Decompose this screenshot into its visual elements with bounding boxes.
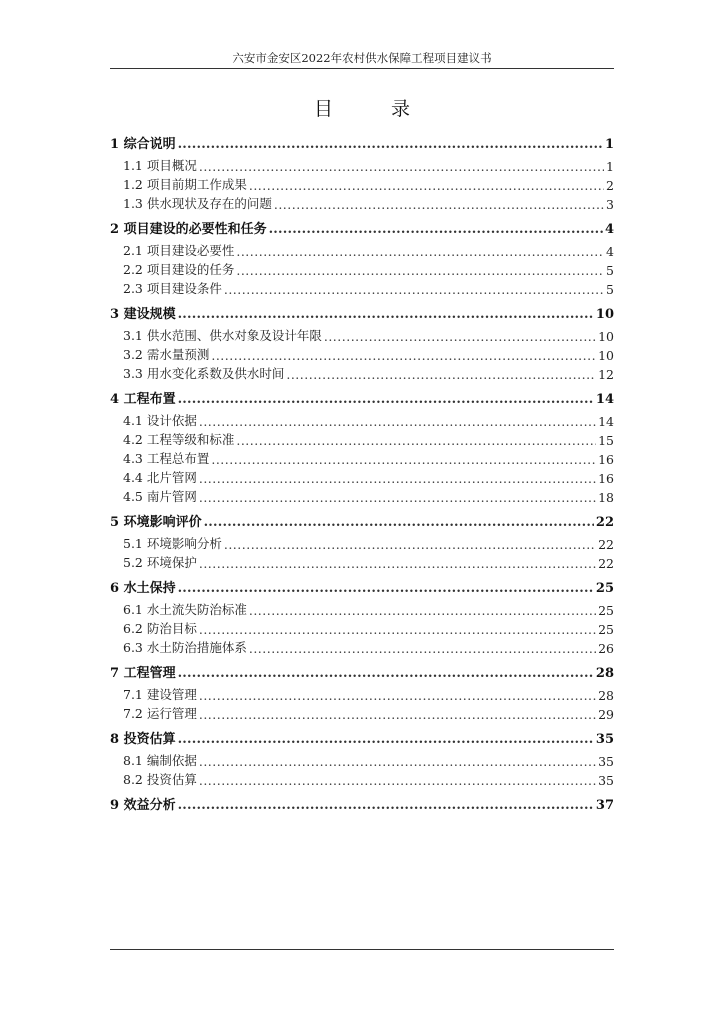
dot-leader: [224, 537, 596, 552]
toc-entry-page-number: 25: [598, 622, 614, 637]
toc-entry-label: 4.2 工程等级和标准: [123, 432, 235, 447]
footer-rule: [110, 949, 614, 950]
toc-entry-page-number: 25: [595, 581, 614, 596]
toc-entry-label: 2.2 项目建设的任务: [123, 262, 235, 277]
dot-leader: [211, 348, 596, 363]
toc-entry-page-number: 16: [598, 471, 614, 486]
toc-entry-label: 3.1 供水范围、供水对象及设计年限: [123, 328, 322, 343]
dot-leader: [178, 666, 594, 681]
dot-leader: [199, 414, 596, 429]
toc-section-entry[interactable]: [110, 344, 614, 363]
toc-section-entry[interactable]: [110, 410, 614, 429]
dot-leader: [178, 392, 594, 407]
toc-entry-page-number: 26: [598, 641, 614, 656]
page-title: 目 录: [313, 98, 437, 120]
toc-section-entry[interactable]: [110, 429, 614, 448]
toc-entry-page-number: 2: [606, 178, 614, 193]
dot-leader: [211, 452, 596, 467]
toc-entry-label: 5.1 环境影响分析: [123, 536, 222, 551]
dot-leader: [249, 603, 596, 618]
toc-entry-label: 3.2 需水量预测: [123, 347, 210, 362]
toc-entry-page-number: 3: [606, 197, 614, 212]
toc-chapter-entry[interactable]: [110, 389, 614, 407]
dot-leader: [236, 263, 604, 278]
toc-section-entry[interactable]: [110, 637, 614, 656]
toc-entry-label: 4.1 设计依据: [123, 413, 197, 428]
dot-leader: [178, 137, 603, 152]
toc-entry-page-number: 28: [598, 688, 614, 703]
toc-section-entry[interactable]: [110, 155, 614, 174]
toc-entry-label: 1.1 项目概况: [123, 158, 197, 173]
toc-entry-label: 1.2 项目前期工作成果: [123, 177, 247, 192]
toc-chapter-entry[interactable]: [110, 729, 614, 747]
dot-leader: [274, 197, 604, 212]
toc-entry-label: 2.1 项目建设必要性: [123, 243, 235, 258]
dot-leader: [199, 773, 596, 788]
toc-entry-page-number: 35: [598, 773, 614, 788]
toc-entry-page-number: 5: [606, 282, 614, 297]
toc-entry-label: 5 环境影响评价: [110, 515, 202, 530]
dot-leader: [199, 688, 596, 703]
toc-entry-label: 7 工程管理: [110, 666, 176, 681]
dot-leader: [204, 515, 594, 530]
toc-entry-label: 4.5 南片管网: [123, 489, 197, 504]
toc-entry-page-number: 37: [595, 798, 614, 813]
toc-section-entry[interactable]: [110, 618, 614, 637]
toc-entry-page-number: 22: [598, 537, 614, 552]
dot-leader: [199, 159, 604, 174]
toc-entry-label: 9 效益分析: [110, 798, 176, 813]
toc-section-entry[interactable]: [110, 193, 614, 212]
dot-leader: [199, 490, 596, 505]
dot-leader: [249, 178, 604, 193]
dot-leader: [324, 329, 596, 344]
toc-entry-page-number: 5: [606, 263, 614, 278]
toc-section-entry[interactable]: [110, 684, 614, 703]
toc-entry-label: 6.2 防治目标: [123, 621, 197, 636]
toc-entry-label: 2.3 项目建设条件: [123, 281, 222, 296]
toc-entry-page-number: 1: [604, 137, 614, 152]
toc-section-entry[interactable]: [110, 486, 614, 505]
toc-section-entry[interactable]: [110, 448, 614, 467]
toc-entry-label: 3.3 用水变化系数及供水时间: [123, 366, 285, 381]
toc-entry-page-number: 1: [606, 159, 614, 174]
dot-leader: [178, 798, 594, 813]
toc-entry-page-number: 4: [606, 244, 614, 259]
toc-chapter-entry[interactable]: [110, 795, 614, 813]
toc-entry-page-number: 16: [598, 452, 614, 467]
dot-leader: [178, 581, 594, 596]
toc-entry-label: 6.1 水土流失防治标准: [123, 602, 247, 617]
toc-entry-page-number: 10: [598, 329, 614, 344]
toc-section-entry[interactable]: [110, 533, 614, 552]
toc-section-entry[interactable]: [110, 467, 614, 486]
toc-chapter-entry[interactable]: [110, 134, 614, 152]
toc-section-entry[interactable]: [110, 769, 614, 788]
toc-entry-page-number: 10: [598, 348, 614, 363]
toc-section-entry[interactable]: [110, 750, 614, 769]
toc-section-entry[interactable]: [110, 552, 614, 571]
dot-leader: [249, 641, 596, 656]
toc-section-entry[interactable]: [110, 599, 614, 618]
toc-entry-page-number: 14: [598, 414, 614, 429]
toc-section-entry[interactable]: [110, 703, 614, 722]
dot-leader: [286, 367, 596, 382]
table-of-contents: [110, 134, 614, 816]
toc-entry-label: 8.1 编制依据: [123, 753, 197, 768]
toc-entry-label: 4 工程布置: [110, 392, 176, 407]
toc-entry-label: 6.3 水土防治措施体系: [123, 640, 247, 655]
dot-leader: [199, 754, 596, 769]
toc-entry-page-number: 18: [598, 490, 614, 505]
dot-leader: [269, 222, 603, 237]
toc-entry-label: 4.4 北片管网: [123, 470, 197, 485]
toc-entry-page-number: 22: [595, 515, 614, 530]
toc-entry-label: 1.3 供水现状及存在的问题: [123, 196, 272, 211]
dot-leader: [236, 244, 604, 259]
toc-section-entry[interactable]: [110, 278, 614, 297]
dot-leader: [236, 433, 596, 448]
toc-entry-page-number: 10: [595, 307, 614, 322]
header-rule: [110, 68, 614, 69]
toc-entry-label: 7.1 建设管理: [123, 687, 197, 702]
toc-entry-label: 6 水土保持: [110, 581, 176, 596]
toc-entry-label: 8.2 投资估算: [123, 772, 197, 787]
toc-entry-page-number: 4: [604, 222, 614, 237]
running-header: 六安市金安区2022年农村供水保障工程项目建议书: [232, 51, 492, 65]
toc-entry-label: 5.2 环境保护: [123, 555, 197, 570]
dot-leader: [199, 622, 596, 637]
toc-section-entry[interactable]: [110, 325, 614, 344]
toc-entry-label: 4.3 工程总布置: [123, 451, 210, 466]
dot-leader: [224, 282, 604, 297]
toc-section-entry[interactable]: [110, 363, 614, 382]
toc-section-entry[interactable]: [110, 240, 614, 259]
toc-entry-page-number: 12: [598, 367, 614, 382]
toc-chapter-entry[interactable]: [110, 578, 614, 596]
toc-entry-page-number: 35: [595, 732, 614, 747]
toc-chapter-entry[interactable]: [110, 304, 614, 322]
toc-entry-label: 2 项目建设的必要性和任务: [110, 222, 267, 237]
toc-entry-label: 1 综合说明: [110, 137, 176, 152]
toc-section-entry[interactable]: [110, 259, 614, 278]
toc-entry-page-number: 22: [598, 556, 614, 571]
toc-entry-page-number: 35: [598, 754, 614, 769]
dot-leader: [199, 556, 596, 571]
toc-entry-label: 7.2 运行管理: [123, 706, 197, 721]
dot-leader: [178, 732, 594, 747]
toc-entry-page-number: 25: [598, 603, 614, 618]
toc-chapter-entry[interactable]: [110, 512, 614, 530]
toc-chapter-entry[interactable]: [110, 663, 614, 681]
dot-leader: [178, 307, 594, 322]
dot-leader: [199, 707, 596, 722]
toc-entry-label: 3 建设规模: [110, 307, 176, 322]
toc-entry-page-number: 29: [598, 707, 614, 722]
toc-section-entry[interactable]: [110, 174, 614, 193]
toc-chapter-entry[interactable]: [110, 219, 614, 237]
dot-leader: [199, 471, 596, 486]
toc-entry-label: 8 投资估算: [110, 732, 176, 747]
toc-entry-page-number: 28: [595, 666, 614, 681]
toc-entry-page-number: 15: [598, 433, 614, 448]
toc-entry-page-number: 14: [595, 392, 614, 407]
